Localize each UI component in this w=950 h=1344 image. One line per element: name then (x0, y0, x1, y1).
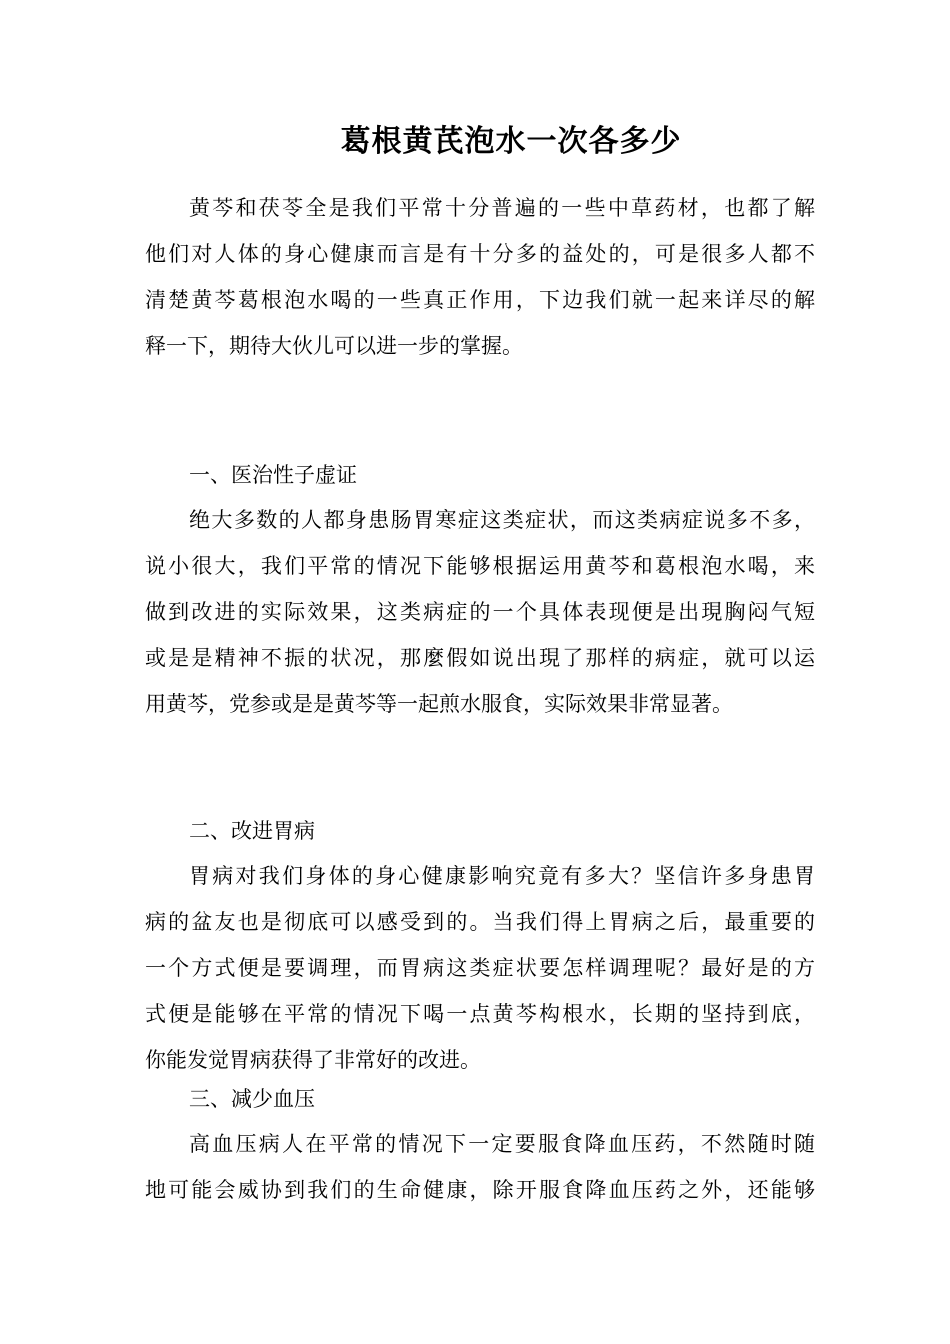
section-heading-1: 一、医治性子虚证 (189, 463, 357, 487)
paragraph-line: 或是是精神不振的状况，那麼假如说出現了那样的病症，就可以运 (145, 646, 815, 670)
paragraph-line: 释一下，期待大伙儿可以进一步的掌握。 (145, 334, 523, 358)
paragraph-line: 用黄芩，党参或是是黄芩等一起煎水服食，实际效果非常显著。 (145, 692, 733, 716)
paragraph-line: 说小很大，我们平常的情况下能够根据运用黄芩和葛根泡水喝，来 (145, 554, 815, 578)
paragraph-line: 黄芩和茯苓全是我们平常十分普遍的一些中草药材，也都了解 (189, 196, 815, 220)
paragraph-line: 绝大多数的人都身患肠胃寒症这类症状，而这类病症说多不多， (189, 508, 815, 532)
paragraph-line: 做到改进的实际效果，这类病症的一个具体表现便是出現胸闷气短 (145, 600, 815, 624)
section-2-paragraph (145, 853, 815, 1083)
paragraph-line: 一个方式便是要调理，而胃病这类症状要怎样调理呢？最好是的方 (145, 956, 815, 980)
section-3-paragraph (145, 1121, 815, 1213)
section-1-paragraph (145, 497, 815, 727)
paragraph-line: 胃病对我们身体的身心健康影响究竟有多大？坚信许多身患胃 (189, 864, 815, 888)
paragraph-line: 你能发觉胃病获得了非常好的改进。 (145, 1048, 481, 1072)
paragraph-line: 式便是能够在平常的情况下喝一点黄芩构根水，长期的坚持到底， (145, 1002, 815, 1026)
paragraph-line: 清楚黄芩葛根泡水喝的一些真正作用，下边我们就一起来详尽的解 (145, 288, 815, 312)
section-heading-3: 三、减少血压 (189, 1087, 315, 1111)
page-title: 葛根黄芪泡水一次各多少 (340, 124, 682, 159)
paragraph-line: 他们对人体的身心健康而言是有十分多的益处的，可是很多人都不 (145, 242, 815, 266)
section-heading-2: 二、改进胃病 (189, 819, 315, 843)
paragraph-line: 病的盆友也是彻底可以感受到的。当我们得上胃病之后，最重要的 (145, 910, 815, 934)
paragraph-line: 高血压病人在平常的情况下一定要服食降血压药，不然随时随 (189, 1132, 815, 1156)
intro-paragraph (145, 185, 815, 369)
paragraph-line: 地可能会威协到我们的生命健康，除开服食降血压药之外，还能够 (145, 1178, 815, 1202)
